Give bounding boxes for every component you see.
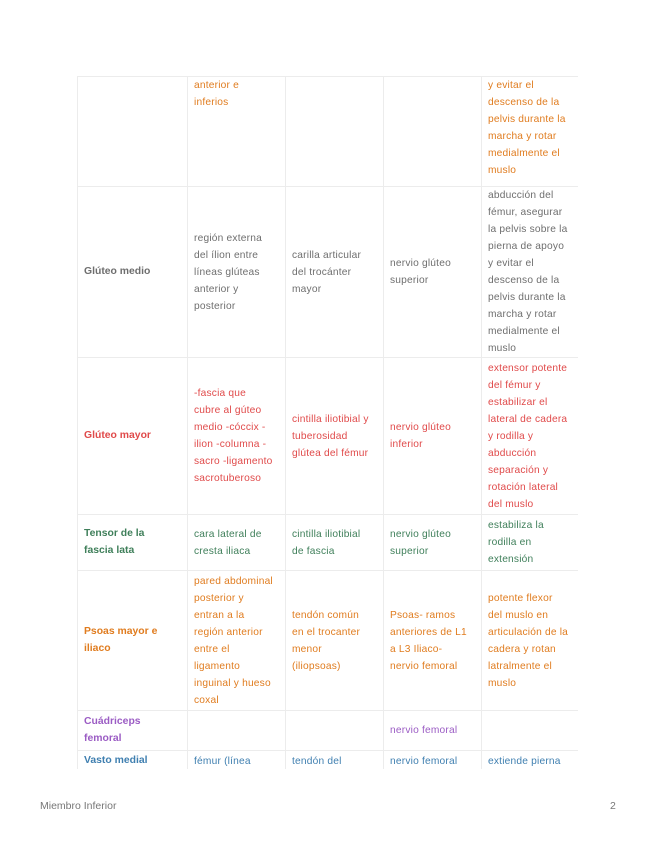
cell-line: pierna de apoyo: [488, 241, 565, 252]
cell-line: sacrotuberoso: [194, 473, 262, 484]
cell-line: la pelvis sobre la: [488, 224, 568, 235]
nerve-cell: [384, 77, 482, 187]
cell-line: superior: [390, 275, 429, 286]
cell-line: rotación lateral: [488, 481, 559, 493]
muscle-name-cell: Glúteo medio: [78, 187, 188, 358]
cell-line: nervio femoral: [390, 660, 458, 672]
insertion-cell: [286, 711, 384, 751]
cell-line: posterior: [194, 300, 236, 312]
cell-line: fémur (línea: [194, 756, 251, 767]
cell-line: nervio glúteo: [390, 258, 451, 269]
cell-line: pared abdominal: [194, 575, 273, 587]
cell-line: medio -cóccix -: [194, 422, 266, 433]
cell-line: nervio femoral: [390, 725, 458, 736]
cell-line: anterior e: [194, 80, 240, 91]
origin-cell: [188, 187, 286, 358]
origin-cell: [188, 77, 286, 187]
footer-title: Miembro Inferior: [40, 800, 117, 812]
cell-line: marcha y rotar: [488, 309, 557, 320]
cell-line: medialmente el: [488, 326, 560, 337]
insertion-cell: [286, 77, 384, 187]
cell-line: tuberosidad: [292, 430, 348, 442]
cell-line: estabiliza la: [488, 520, 544, 531]
cell-line: coxal: [194, 694, 219, 706]
nerve-cell: [384, 358, 482, 515]
table-row: [78, 571, 579, 711]
cell-line: nervio glúteo: [390, 528, 451, 540]
cell-line: descenso de la: [488, 97, 560, 108]
nerve-cell: [384, 187, 482, 358]
action-cell: [482, 515, 579, 571]
cell-line: ilion -columna -: [194, 439, 267, 450]
cell-line: Psoas- ramos: [390, 609, 456, 621]
cell-line: del muslo: [488, 498, 534, 510]
cell-line: extensión: [488, 554, 534, 565]
page-number: 2: [610, 800, 616, 812]
origin-cell: [188, 515, 286, 571]
cell-line: fascia lata: [84, 544, 135, 556]
table-row: [78, 711, 579, 751]
table-row: [78, 358, 579, 515]
cell-line: nervio femoral: [390, 756, 458, 767]
muscle-name-cell: [78, 77, 188, 187]
cell-line: muslo: [488, 343, 517, 354]
muscle-name-cell: [78, 571, 188, 711]
origin-cell: [188, 358, 286, 515]
nerve-cell: [384, 515, 482, 571]
cell-line: pelvis durante la: [488, 292, 566, 303]
action-cell: [482, 751, 579, 770]
action-cell: [482, 358, 579, 515]
table-row: [78, 515, 579, 571]
cell-line: anteriores de L1: [390, 626, 467, 638]
cell-line: extiende pierna: [488, 756, 561, 767]
cell-line: (iliopsoas): [292, 660, 341, 672]
muscle-table: [77, 76, 578, 769]
table-row: [78, 751, 579, 770]
origin-cell: [188, 711, 286, 751]
cell-line: abducción: [488, 447, 537, 459]
cell-line: cadera y rotan: [488, 643, 556, 655]
cell-line: región anterior: [194, 626, 263, 638]
cell-line: muslo: [488, 677, 517, 689]
cell-line: ligamento: [194, 660, 240, 672]
nerve-cell: [384, 711, 482, 751]
insertion-cell: [286, 187, 384, 358]
cell-line: mayor: [292, 283, 322, 295]
cell-line: medialmente el: [488, 148, 560, 159]
cell-line: y evitar el: [488, 258, 534, 269]
cell-line: de fascia: [292, 545, 335, 557]
cell-line: inguinal y hueso: [194, 677, 271, 689]
cell-line: Tensor de la: [84, 528, 145, 539]
cell-line: tendón común: [292, 609, 359, 621]
cell-line: región externa: [194, 232, 262, 244]
action-cell: [482, 77, 579, 187]
cell-line: posterior y: [194, 592, 244, 604]
cell-line: iliaco: [84, 642, 111, 654]
cell-line: femoral: [84, 732, 122, 744]
cell-line: marcha y rotar: [488, 131, 557, 142]
origin-cell: [188, 571, 286, 711]
cell-line: Cuádriceps: [84, 716, 141, 727]
cell-line: fémur, asegurar: [488, 207, 563, 218]
insertion-cell: [286, 358, 384, 515]
cell-line: menor: [292, 643, 322, 655]
cell-line: superior: [390, 545, 429, 557]
cell-line: del trocánter: [292, 266, 352, 278]
cell-line: tendón del: [292, 756, 342, 767]
cell-line: entre el: [194, 643, 230, 655]
insertion-cell: [286, 571, 384, 711]
cell-line: inferior: [390, 439, 423, 450]
muscle-table-viewport: [77, 76, 578, 769]
cell-line: en el trocanter: [292, 626, 361, 638]
cell-line: inferios: [194, 97, 229, 108]
cell-line: lateral de cadera: [488, 413, 568, 425]
cell-line: sacro -ligamento: [194, 456, 273, 467]
cell-line: glútea del fémur: [292, 447, 369, 459]
cell-line: líneas glúteas: [194, 266, 260, 278]
cell-line: articulación de la: [488, 626, 569, 638]
cell-line: anterior y: [194, 283, 239, 295]
cell-line: abducción del: [488, 190, 554, 201]
nerve-cell: [384, 571, 482, 711]
muscle-name-cell: Glúteo mayor: [78, 358, 188, 515]
cell-line: potente flexor: [488, 592, 553, 604]
cell-line: carilla articular: [292, 249, 362, 261]
cell-line: rodilla en: [488, 537, 532, 548]
cell-line: extensor potente: [488, 362, 568, 374]
origin-cell: [188, 751, 286, 770]
cell-line: Psoas mayor e: [84, 626, 158, 637]
cell-line: del muslo en: [488, 609, 549, 621]
action-cell: [482, 187, 579, 358]
insertion-cell: [286, 751, 384, 770]
table-row: [78, 77, 579, 187]
cell-line: y evitar el: [488, 80, 534, 91]
cell-line: latralmente el: [488, 660, 552, 672]
action-cell: [482, 571, 579, 711]
cell-line: cara lateral de: [194, 528, 262, 540]
cell-line: separación y: [488, 464, 549, 476]
cell-line: pelvis durante la: [488, 114, 566, 125]
action-cell: [482, 711, 579, 751]
cell-line: cintilla iliotibial y: [292, 413, 369, 425]
cell-line: cresta iliaca: [194, 545, 251, 557]
cell-line: descenso de la: [488, 275, 560, 286]
muscle-name-cell: Vasto medial: [78, 751, 188, 770]
cell-line: y rodilla y: [488, 430, 534, 442]
cell-line: a L3 Iliaco-: [390, 643, 443, 655]
cell-line: muslo: [488, 165, 517, 176]
cell-line: del ílion entre: [194, 249, 259, 261]
cell-line: entran a la: [194, 609, 245, 621]
table-row: [78, 187, 579, 358]
cell-line: del fémur y: [488, 379, 541, 391]
cell-line: cubre al gúteo: [194, 405, 262, 416]
muscle-name-cell: [78, 711, 188, 751]
cell-line: nervio glúteo: [390, 422, 451, 433]
cell-line: cintilla iliotibial: [292, 528, 361, 540]
insertion-cell: [286, 515, 384, 571]
nerve-cell: [384, 751, 482, 770]
cell-line: estabilizar el: [488, 396, 548, 408]
muscle-name-cell: [78, 515, 188, 571]
cell-line: -fascia que: [194, 388, 247, 399]
